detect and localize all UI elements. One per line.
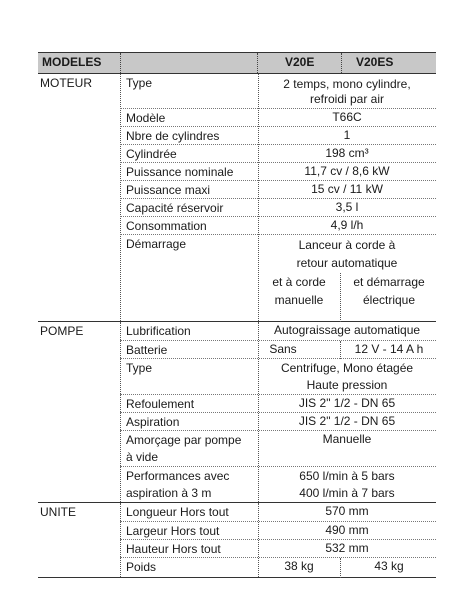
- table-row: [120, 466, 436, 503]
- table-row: [120, 412, 436, 431]
- table-row: [120, 322, 436, 340]
- row-label: Modèle: [126, 111, 166, 125]
- table-row: [120, 108, 436, 127]
- row-value-v20es: 12 V - 14 A h: [354, 342, 424, 356]
- section-unite: [38, 503, 436, 578]
- row-value-v20e: 38 kg: [284, 559, 314, 573]
- column-divider: [340, 341, 341, 359]
- row-value: 4,9 l/h: [330, 218, 364, 232]
- table-row: [120, 358, 436, 395]
- row-label: Amorçage par pompe à vide: [126, 433, 242, 464]
- table-row: [120, 521, 436, 540]
- table-row: [120, 430, 436, 467]
- table-row: [120, 394, 436, 413]
- row-label: Longueur Hors tout: [126, 505, 229, 519]
- row-label: Refoulement: [126, 397, 195, 411]
- row-value-v20es: et démarrage électrique: [353, 275, 425, 307]
- row-value: JIS 2" 1/2 - DN 65: [298, 396, 396, 410]
- row-label: Cylindrée: [126, 147, 177, 161]
- row-label: Type: [126, 76, 153, 90]
- row-label: Puissance maxi: [126, 183, 211, 197]
- row-value: 11,7 cv / 8,6 kW: [304, 164, 390, 178]
- row-value: 3,5 l: [335, 200, 359, 214]
- table-row: [120, 557, 436, 578]
- header-divider: [257, 53, 258, 73]
- row-value: 490 mm: [325, 523, 369, 537]
- row-value-v20es: 43 kg: [374, 559, 404, 573]
- row-value: 650 l/min à 5 bars 400 l/min à 7 bars: [299, 469, 395, 500]
- table-row: [120, 74, 436, 108]
- row-value: Centrifuge, Mono étagée Haute pression: [280, 361, 414, 392]
- table-row: [120, 198, 436, 217]
- row-label: Consommation: [126, 219, 207, 233]
- table-row: [120, 126, 436, 145]
- row-value: 15 cv / 11 kW: [311, 182, 383, 196]
- row-label: Largeur Hors tout: [126, 524, 220, 538]
- row-label: Hauteur Hors tout: [126, 542, 221, 556]
- section-label-unite: UNITE: [40, 505, 76, 519]
- table-row: [120, 144, 436, 163]
- row-value-v20e: Sans: [269, 342, 297, 356]
- header-v20es: V20ES: [356, 55, 394, 69]
- section-label-moteur: MOTEUR: [40, 76, 92, 90]
- row-label: Capacité réservoir: [126, 201, 224, 215]
- row-label: Batterie: [126, 343, 168, 357]
- table-header: [38, 52, 436, 74]
- row-value: 570 mm: [325, 504, 369, 518]
- row-value: 198 cm³: [325, 146, 369, 160]
- table-row: [120, 539, 436, 558]
- row-value: 532 mm: [325, 541, 369, 555]
- table-row: [120, 234, 436, 322]
- table-row: [120, 180, 436, 199]
- table-row: [120, 503, 436, 521]
- row-label: Puissance nominale: [126, 165, 234, 179]
- spec-table: [38, 52, 436, 578]
- row-label: Aspiration: [126, 415, 180, 429]
- section-pompe: [38, 322, 436, 503]
- row-label: Performances avec aspiration à 3 m: [126, 469, 230, 500]
- row-value: T66C: [332, 110, 362, 124]
- row-label: Lubrification: [126, 324, 191, 338]
- row-label: Démarrage: [126, 237, 187, 251]
- header-divider: [341, 53, 342, 73]
- row-value: 2 temps, mono cylindre, refroidi par air: [283, 77, 411, 106]
- row-label: Nbre de cylindres: [126, 129, 220, 143]
- row-value: JIS 2" 1/2 - DN 65: [298, 414, 396, 428]
- column-divider: [340, 558, 341, 578]
- row-value-v20e: et à corde manuelle: [272, 275, 326, 307]
- row-label: Type: [126, 361, 153, 375]
- section-moteur: [38, 74, 436, 322]
- header-divider: [120, 53, 121, 73]
- row-value: 1: [343, 128, 351, 142]
- table-row: [120, 216, 436, 235]
- table-row: [120, 162, 436, 181]
- column-divider: [340, 273, 341, 322]
- header-modeles: MODELES: [42, 55, 102, 69]
- row-value: Manuelle: [322, 432, 372, 446]
- header-v20e: V20E: [285, 55, 315, 69]
- section-label-pompe: POMPE: [40, 324, 84, 338]
- row-label: Poids: [126, 560, 157, 574]
- row-value: Autograissage automatique: [273, 323, 421, 337]
- table-row: [120, 340, 436, 359]
- row-value: Lanceur à corde à retour automatique: [296, 238, 398, 270]
